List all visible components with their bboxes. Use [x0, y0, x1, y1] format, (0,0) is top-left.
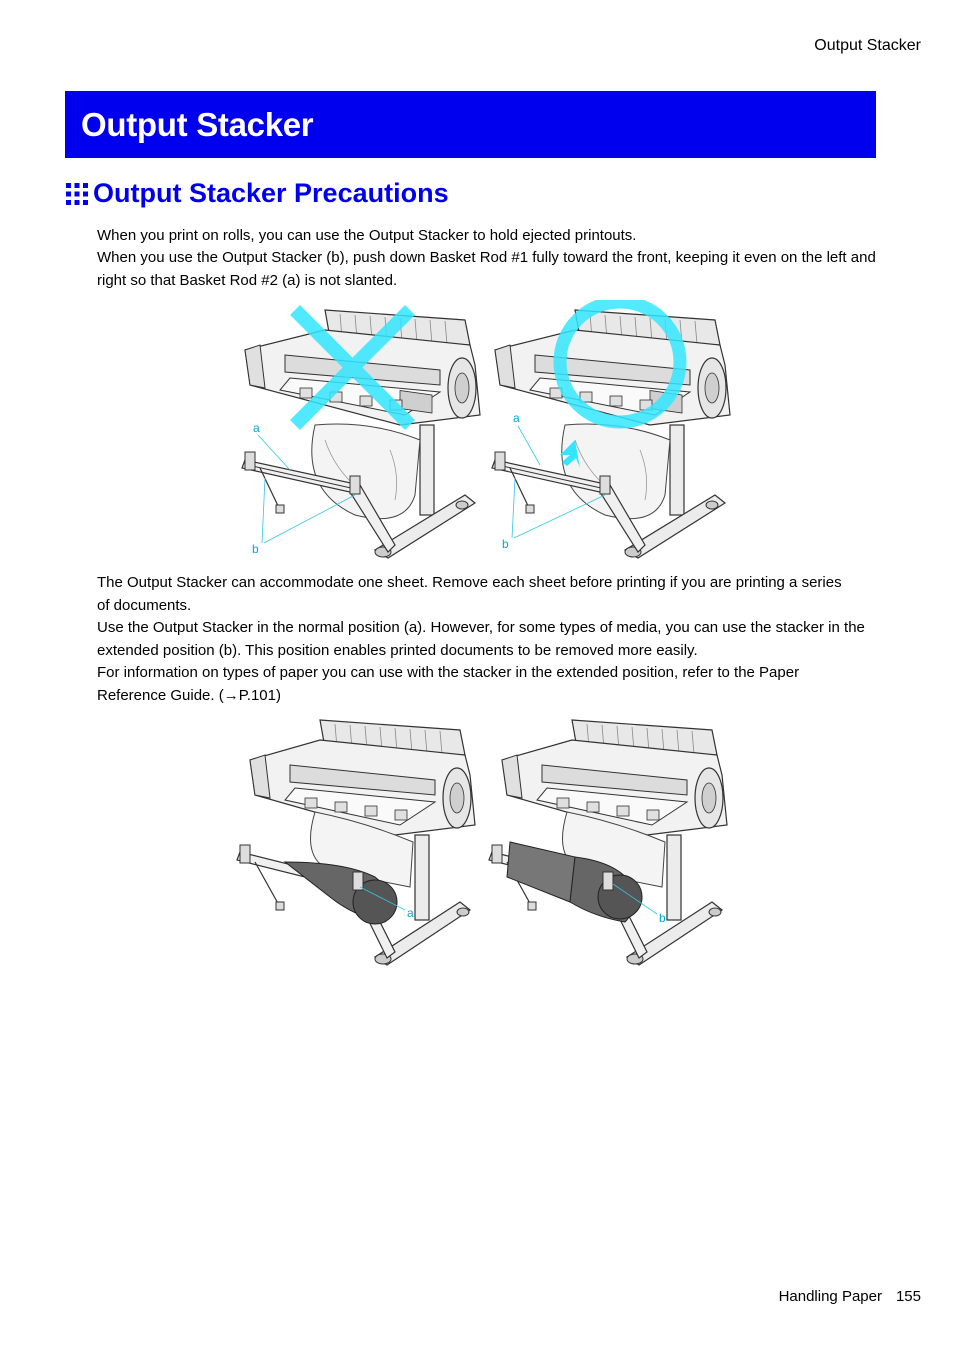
page-title: Output Stacker — [81, 106, 314, 143]
page-title-bar — [65, 91, 876, 158]
figure-basket-rod-position — [240, 300, 740, 570]
paragraph-one-sheet: The Output Stacker can accommodate one sheet. Remove each sheet before printing if you are printing a series of documents. — [97, 574, 842, 614]
paragraph-positions: Use the Output Stacker in the normal position (a). However, for some types of media, you can use the stacker in the extended position (b). This position enables printed documents to be removed more easily. — [97, 619, 865, 659]
page-number: 155 — [895, 1288, 921, 1305]
paragraph-basket-rod: When you use the Output Stacker (b), push down Basket Rod #1 fully toward the front, keeping it even on the left and right so that Basket Rod #2 (a) is not slanted. — [97, 249, 876, 289]
running-header: Output Stacker — [814, 37, 921, 54]
paragraph-reference: For information on types of paper you can use with the stacker in the extended position, refer to the Paper Reference Guide. (→P.101) — [97, 664, 800, 704]
page-footer — [779, 1288, 921, 1305]
printer-illustration-incorrect — [242, 310, 480, 558]
callout-label-a-left: a — [253, 421, 260, 435]
figure-stacker-positions — [235, 712, 740, 977]
printer-extended-position — [489, 720, 727, 965]
printer-illustration-correct — [492, 310, 730, 558]
section-title: Output Stacker Precautions — [93, 178, 449, 208]
callout-label-b-right: b — [502, 537, 509, 551]
paragraph-intro: When you print on rolls, you can use the Output Stacker to hold ejected printouts. — [97, 227, 637, 244]
callout-label-b-extended: b — [659, 911, 666, 925]
grid-icon — [65, 182, 89, 206]
callout-label-a-normal: a — [407, 906, 414, 920]
printer-normal-position — [237, 720, 475, 965]
footer-section: Handling Paper — [778, 1288, 882, 1305]
callout-label-b-left: b — [252, 542, 259, 556]
callout-label-a-right: a — [513, 411, 520, 425]
section-heading — [65, 178, 449, 209]
